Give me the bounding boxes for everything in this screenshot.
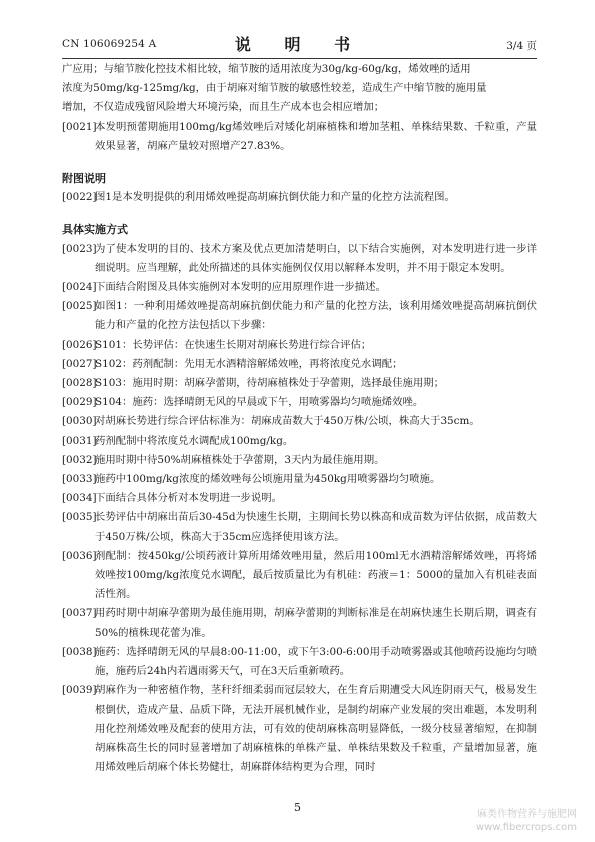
intro-line: 广应用；与缩节胺化控技术相比较，缩节胺的适用浓度为30g/kg-60g/kg，烯效唑的适用: [62, 63, 471, 75]
numbered-paragraph: [62, 508, 537, 546]
paragraph-text: 长势评估中胡麻出苗后30-45d为快速生长期，主期间长势以株高和成苗数为评估依据，成苗数大于450万株/公顷，株高大于35cm应选择使用该方法。: [95, 511, 537, 543]
numbered-paragraph: [62, 604, 537, 642]
numbered-paragraph: [62, 297, 537, 335]
paragraph-text: 下面结合具体分析对本发明进一步说明。: [95, 492, 283, 505]
paragraph-number: [0022]: [62, 191, 97, 204]
paragraph-number: [0039]: [62, 684, 97, 697]
numbered-paragraph: [62, 374, 537, 393]
paragraph-number: [0026]: [62, 338, 97, 351]
intro-line: 浓度为50mg/kg-125mg/kg，由于胡麻对缩节胺的敏感性较差，造成生产中缩节胺的施用量: [62, 82, 487, 95]
paragraph-number: [0028]: [62, 377, 97, 390]
paragraph-number: [0023]: [62, 242, 97, 255]
paragraph-text: 如图1：一种利用烯效唑提高胡麻抗倒伏能力和产量的化控方法，该利用烯效唑提高胡麻抗倒伏能力和产量的化控方法包括以下步骤：: [95, 300, 537, 332]
paragraph-text: 对胡麻长势进行综合评估标准为：胡麻成苗数大于450万株/公顷，株高大于35cm。: [95, 415, 480, 428]
paragraph-text: 施药：选择晴朗无风的早晨8:00-11:00，或下午3:00-6:00用手动喷雾器或其他喷药设施均匀喷施，施药后24h内若遇雨雾天气，可在3天后重新喷药。: [95, 645, 537, 678]
paragraph-number: [0024]: [62, 281, 97, 294]
numbered-paragraph: [62, 336, 537, 355]
paragraph-number: [0036]: [62, 549, 97, 562]
paragraph-number: [0035]: [62, 511, 97, 524]
numbered-paragraph: [62, 470, 537, 489]
paragraph-text: 药剂配制中将浓度兑水调配成100mg/kg。: [95, 434, 294, 447]
numbered-paragraph: [62, 547, 537, 605]
numbered-paragraph: [62, 240, 537, 278]
document-title: 说 明 书: [234, 35, 365, 54]
paragraph-number: [0025]: [62, 300, 97, 313]
paragraph-number: [0029]: [62, 396, 97, 409]
page-header: [62, 28, 537, 59]
watermark-site-name: 麻类作物营养与施肥网: [477, 809, 577, 820]
numbered-paragraph: [62, 412, 537, 431]
paragraph-0021: [62, 118, 537, 156]
numbered-paragraph: [62, 355, 537, 374]
watermark: [476, 808, 577, 834]
paragraph-text: 施用时期中待50%胡麻植株处于孕蕾期，3天内为最佳施用期。: [95, 453, 385, 466]
page-number: 5: [294, 801, 301, 814]
paragraph-text: S101：长势评估：在快速生长期对胡麻长势进行综合评估；: [95, 338, 372, 351]
paragraph-number: [0021]: [62, 120, 97, 133]
paragraph-number: [0037]: [62, 607, 97, 620]
section-heading-embodiment: 具体实施方式: [62, 223, 128, 237]
watermark-url: www.fibercrops.com: [475, 822, 577, 833]
paragraph-0022: [62, 188, 537, 207]
paragraph-number: [0038]: [62, 645, 97, 658]
numbered-paragraph: [62, 432, 537, 451]
section-heading-figures: 附图说明: [62, 172, 106, 186]
paragraph-text: S103：施用时期：胡麻孕蕾期，待胡麻植株处于孕蕾期，选择最佳施用期；: [95, 377, 445, 390]
paragraph-number: [0033]: [62, 473, 97, 486]
paragraph-text: 剂配制：按450kg/公顷药液计算所用烯效唑用量，然后用100ml无水酒精溶解烯效唑，再将烯效唑按100mg/kg浓度兑水调配，最后按质量比为有机硅：药液＝1：5000的量加入有机硅表面活性剂。: [95, 549, 537, 601]
document-body: [62, 60, 537, 777]
paragraph-number: [0032]: [62, 453, 97, 466]
paragraph-number: [0034]: [62, 492, 97, 505]
numbered-paragraph: [62, 451, 537, 470]
paragraph-number: [0031]: [62, 434, 97, 447]
numbered-paragraph: [62, 643, 537, 681]
paragraph-number: [0027]: [62, 357, 97, 370]
paragraph-text: 为了使本发明的目的、技术方案及优点更加清楚明白，以下结合实施例，对本发明进行进一步详细说明。应当理解，此处所描述的具体实施例仅仅用以解释本发明，并不用于限定本发明。: [95, 242, 537, 274]
paragraph-text: 本发明预蕾期施用100mg/kg烯效唑后对矮化胡麻植株和增加茎粗、单株结果数、千粒重，产量效果显著，胡麻产量较对照增产27.83%。: [95, 120, 537, 152]
numbered-paragraph: [62, 489, 537, 508]
paragraph-text: 用药时期中胡麻孕蕾期为最佳施用期，胡麻孕蕾期的判断标准是在胡麻快速生长期后期，调查有50%的植株现花蕾为准。: [95, 607, 537, 639]
paragraph-number: [0030]: [62, 415, 97, 428]
numbered-paragraph: [62, 393, 537, 412]
intro-line: 增加，不仅造成残留风险增大环境污染，而且生产成本也会相应增加；: [62, 101, 385, 114]
paragraph-text: 下面结合附图及具体实施例对本发明的应用原理作进一步描述。: [95, 281, 386, 294]
paragraph-text: S104：施药：选择晴朗无风的早晨或下午，用喷雾器均匀喷施烯效唑。: [95, 396, 424, 409]
paragraph-text: S102：药剂配制：先用无水酒精溶解烯效唑，再将浓度兑水调配；: [95, 357, 403, 370]
page-indicator: 3/4 页: [506, 40, 537, 52]
numbered-paragraph: [62, 681, 537, 777]
numbered-paragraph: [62, 278, 537, 297]
paragraph-list: [62, 240, 537, 778]
paragraph-text: 图1是本发明提供的利用烯效唑提高胡麻抗倒伏能力和产量的化控方法流程图。: [95, 191, 455, 204]
paragraph-text: 施药中100mg/kg浓度的烯效唑每公顷施用量为450kg用喷雾器均匀喷施。: [95, 473, 441, 486]
paragraph-text: 胡麻作为一种密植作物，茎秆纤细柔弱而冠层较大，在生育后期遭受大风连阴雨天气，极易发生根倒伏，造成产量、品质下降，无法开展机械作业，是制约胡麻产业发展的突出难题，本发明利用化控剂烯效唑及配套的使用方法，可有效的使胡麻株高明显降低，一级分枝显著缩短，在抑制胡麻株高生长的同时显著增加了胡麻植株的单株产量、单株结果数及千粒重，产量增加显著，施用烯效唑后胡麻个体长势健壮，胡麻群体结构更为合理，同时: [95, 684, 537, 774]
patent-number: CN 106069254 A: [62, 38, 157, 50]
